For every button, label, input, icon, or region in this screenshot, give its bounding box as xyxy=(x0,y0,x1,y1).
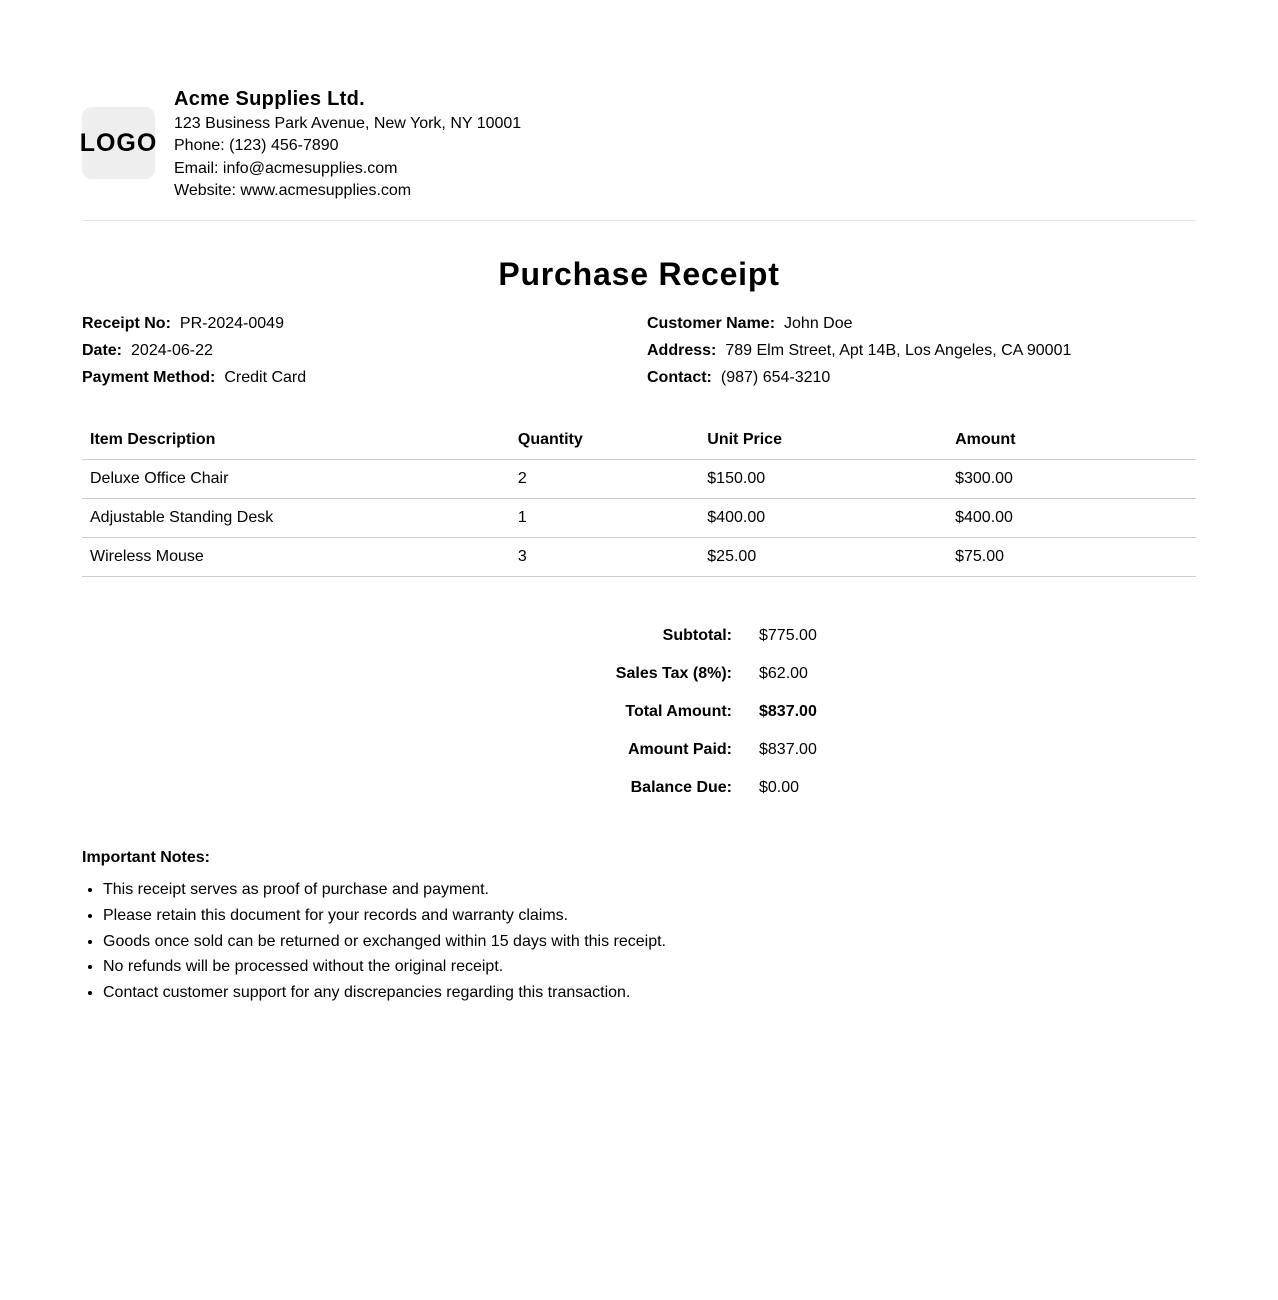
receipt-number-label: Receipt No: xyxy=(82,315,171,332)
table-header-row xyxy=(82,421,1196,460)
amount-paid-row xyxy=(82,731,1196,769)
receipt-details xyxy=(82,310,306,391)
customer-name-value: John Doe xyxy=(784,315,853,332)
list-item: • Contact customer support for any discrepancies regarding this transaction. xyxy=(103,980,1196,1006)
sales-tax-value: $62.00 xyxy=(759,665,808,682)
table-row xyxy=(82,499,1196,538)
important-notes xyxy=(82,847,1196,1006)
item-description: Wireless Mouse xyxy=(82,538,510,577)
company-email: Email: info@acmesupplies.com xyxy=(174,159,398,177)
subtotal-row xyxy=(82,617,1196,655)
customer-details xyxy=(647,310,1071,391)
company-info xyxy=(174,85,521,202)
item-amount: $300.00 xyxy=(947,460,1196,499)
company-name: Acme Supplies Ltd. xyxy=(174,88,365,110)
table-row xyxy=(82,538,1196,577)
amount-paid-label: Amount Paid: xyxy=(628,741,732,758)
page-title: Purchase Receipt xyxy=(498,256,780,292)
payment-method-value: Credit Card xyxy=(224,369,307,386)
receipt-date-value: 2024-06-22 xyxy=(131,342,213,359)
items-table xyxy=(82,421,1196,577)
balance-due-label: Balance Due: xyxy=(630,779,732,796)
sales-tax-row xyxy=(82,655,1196,693)
table-row xyxy=(82,460,1196,499)
subtotal-label: Subtotal: xyxy=(662,627,732,644)
logo-text: LOGO xyxy=(79,128,158,157)
customer-contact-row xyxy=(647,364,1071,391)
customer-contact-value: (987) 654-3210 xyxy=(720,369,831,386)
customer-name-row xyxy=(647,310,1071,337)
customer-address-row xyxy=(647,337,1071,364)
item-description: Deluxe Office Chair xyxy=(82,460,510,499)
item-unit-price: $25.00 xyxy=(699,538,947,577)
item-description: Adjustable Standing Desk xyxy=(82,499,510,538)
balance-due-row xyxy=(82,769,1196,807)
list-item: • Goods once sold can be returned or exchanged within 15 days with this receipt. xyxy=(103,929,1196,955)
item-unit-price: $400.00 xyxy=(699,499,947,538)
company-header xyxy=(79,85,1196,221)
item-quantity: 2 xyxy=(510,460,699,499)
total-amount-row xyxy=(82,693,1196,731)
header-quantity: Quantity xyxy=(510,421,699,460)
totals-summary xyxy=(82,617,1196,807)
receipt-date-label: Date: xyxy=(82,342,123,359)
list-item: • Please retain this document for your records and warranty claims. xyxy=(103,903,1196,929)
customer-address-value: 789 Elm Street, Apt 14B, Los Angeles, CA 90001 xyxy=(725,342,1072,359)
receipt-number-row xyxy=(82,310,306,337)
payment-method-row xyxy=(82,364,306,391)
header-item-description: Item Description xyxy=(82,421,510,460)
list-item: • This receipt serves as proof of purchase and payment. xyxy=(103,877,1196,903)
item-unit-price: $150.00 xyxy=(699,460,947,499)
customer-address-label: Address: xyxy=(647,342,717,359)
payment-method-label: Payment Method: xyxy=(82,369,216,386)
company-phone: Phone: (123) 456-7890 xyxy=(174,137,339,155)
company-website: Website: www.acmesupplies.com xyxy=(174,181,412,199)
company-address: 123 Business Park Avenue, New York, NY 10001 xyxy=(174,115,522,132)
company-logo xyxy=(79,107,158,179)
customer-contact-label: Contact: xyxy=(647,369,712,386)
receipt-number-value: PR-2024-0049 xyxy=(179,315,284,332)
amount-paid-value: $837.00 xyxy=(759,741,817,758)
subtotal-value: $775.00 xyxy=(759,627,817,644)
balance-due-value: $0.00 xyxy=(759,779,800,796)
item-quantity: 1 xyxy=(510,499,699,538)
list-item: • No refunds will be processed without the original receipt. xyxy=(103,954,1196,980)
total-amount-label: Total Amount: xyxy=(625,703,732,720)
item-quantity: 3 xyxy=(510,538,699,577)
customer-name-label: Customer Name: xyxy=(647,315,776,332)
sales-tax-label: Sales Tax (8%): xyxy=(615,665,732,682)
item-amount: $400.00 xyxy=(947,499,1196,538)
notes-title: Important Notes: xyxy=(82,849,210,866)
receipt-date-row xyxy=(82,337,306,364)
item-amount: $75.00 xyxy=(947,538,1196,577)
header-unit-price: Unit Price xyxy=(699,421,947,460)
header-amount: Amount xyxy=(947,421,1196,460)
total-amount-value: $837.00 xyxy=(759,703,817,720)
notes-list xyxy=(82,877,1196,1006)
